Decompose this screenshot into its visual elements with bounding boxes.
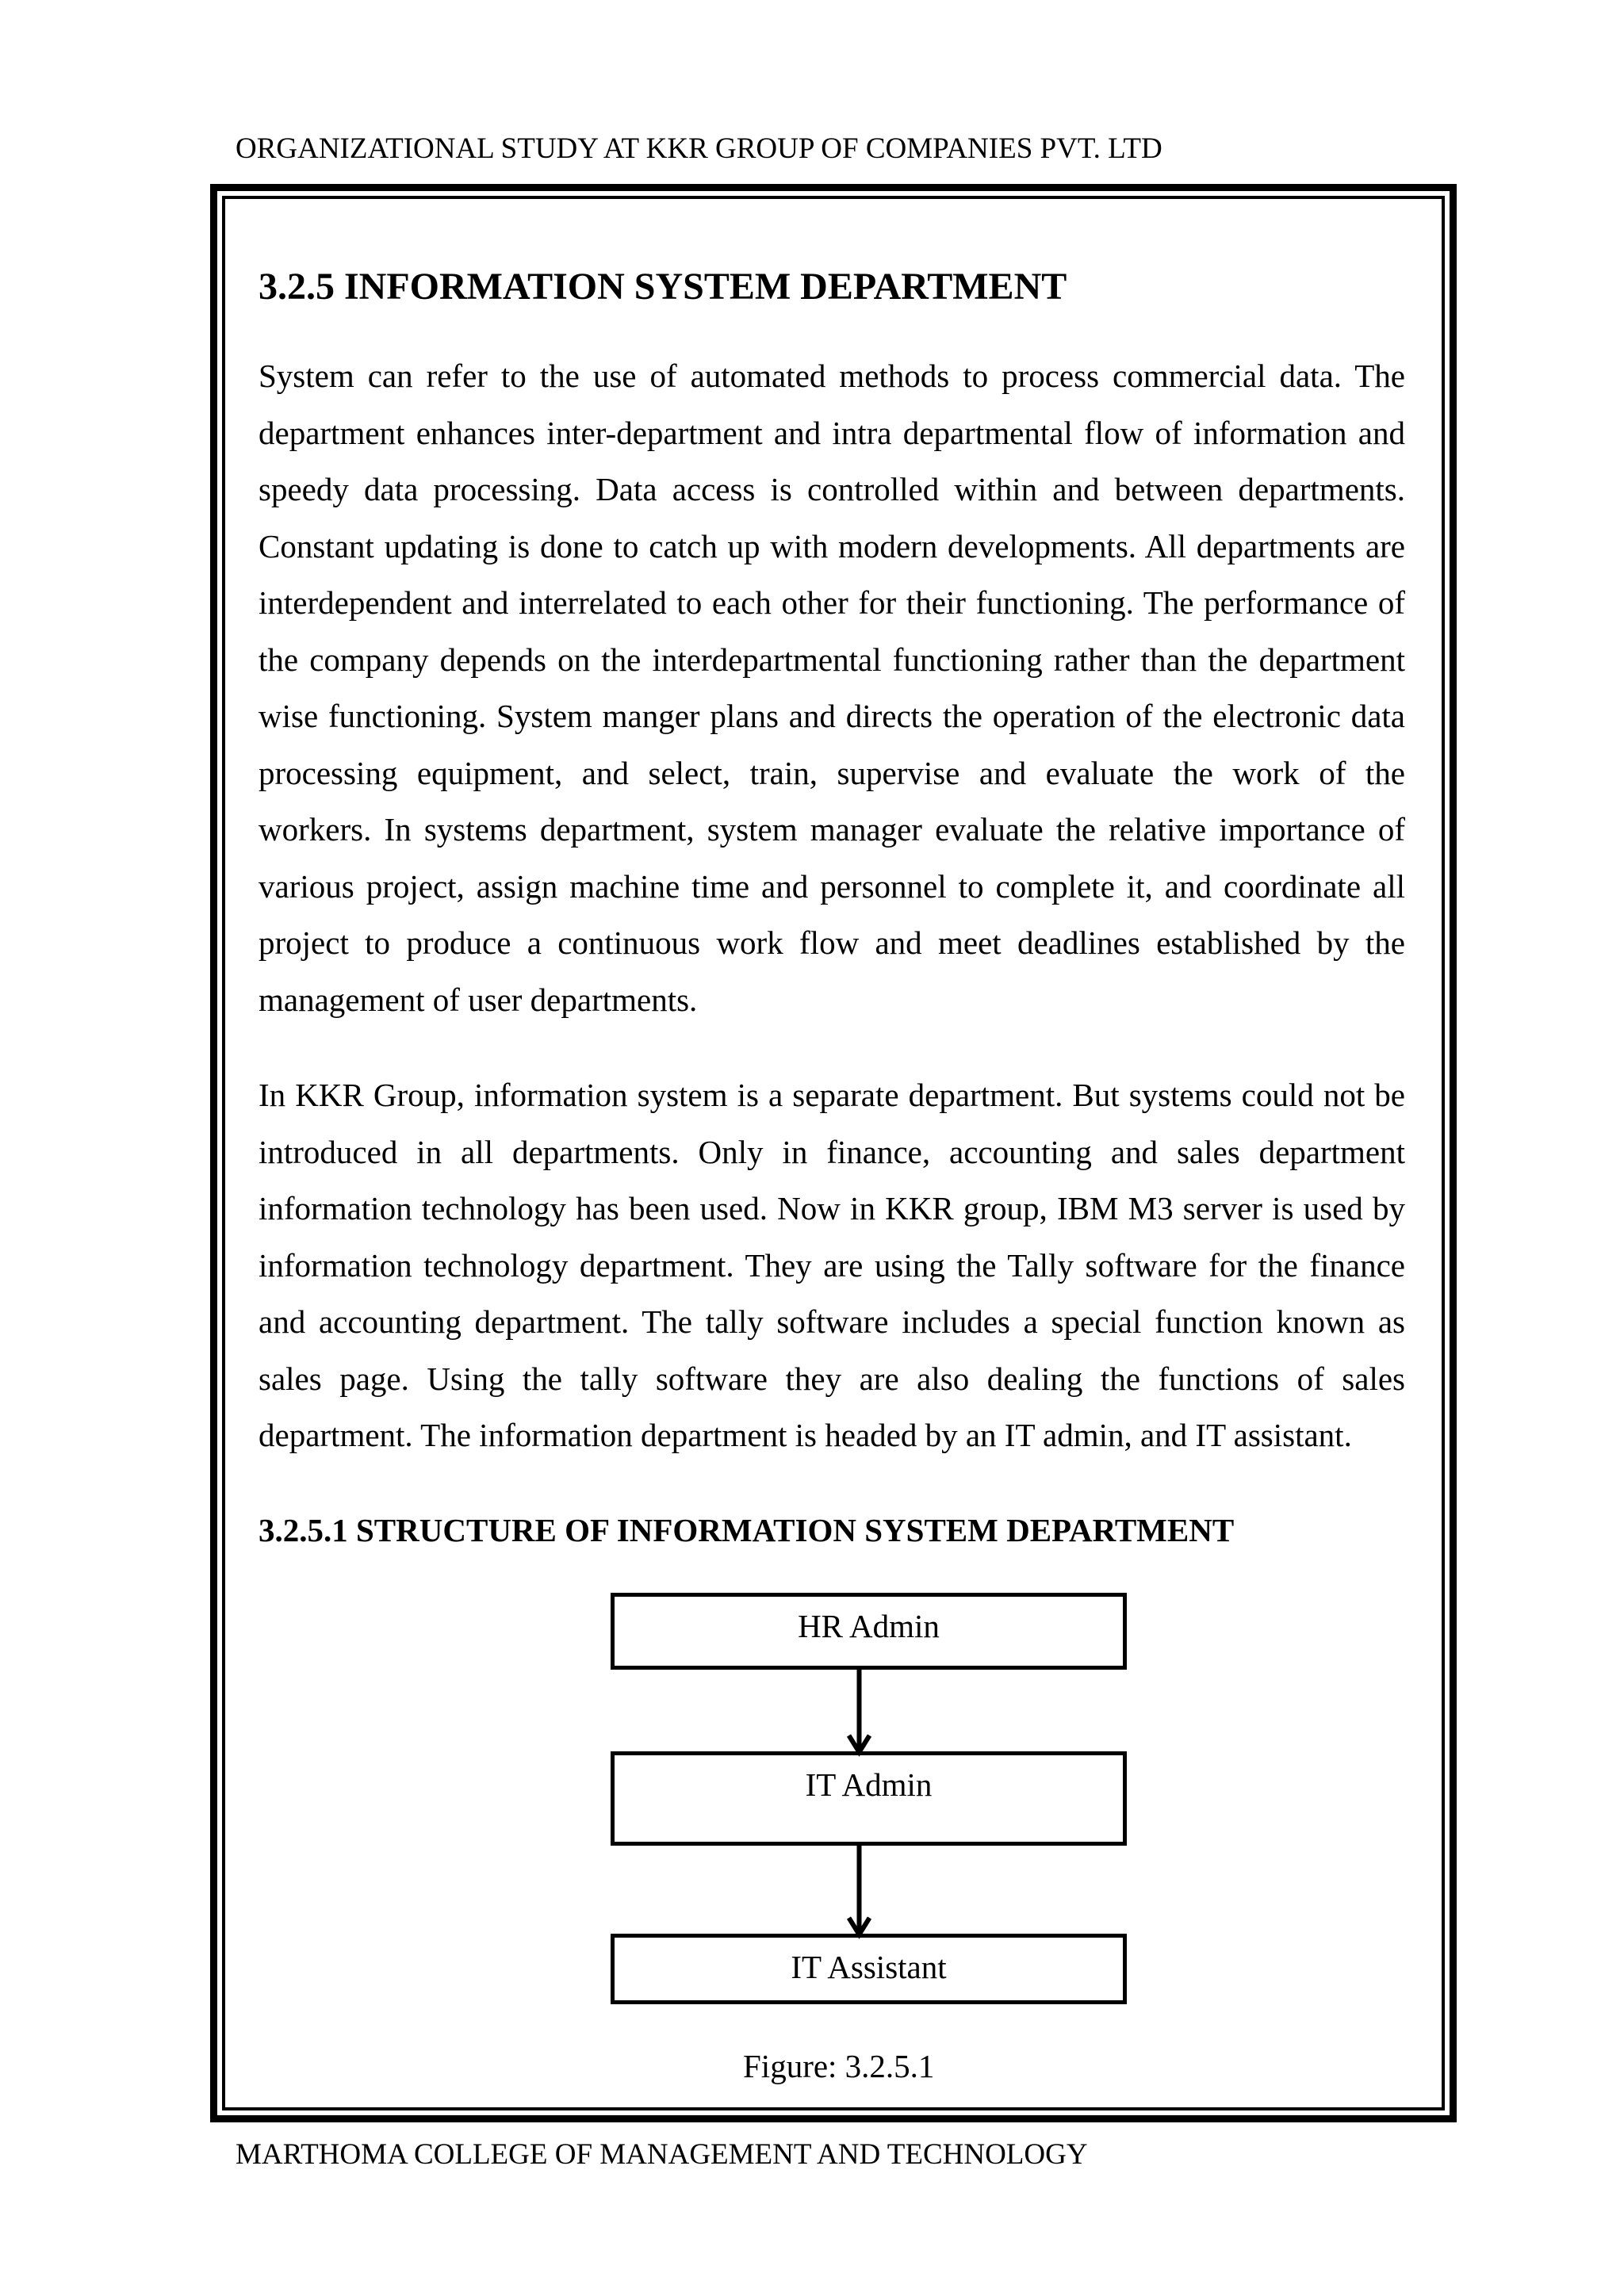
subsection-heading: 3.2.5.1 STRUCTURE OF INFORMATION SYSTEM DEPARTMENT [259,1512,1235,1548]
paragraph-line: information technology has been used. Now in KKR group, IBM M3 server is used by [259,1190,1405,1226]
paragraph-line: department enhances inter-department and intra departmental flow of information and [259,414,1405,451]
paragraph-line: project to produce a continuous work flow and meet deadlines established by the [259,924,1405,961]
paragraph-line: Constant updating is done to catch up with modern developments. All departments are [259,527,1405,564]
paragraph-line: processing equipment, and select, train, supervise and evaluate the work of the [259,754,1405,791]
org-node-it-assistant [611,1934,1127,2004]
running-footer: MARTHOMA COLLEGE OF MANAGEMENT AND TECHNOLOGY [236,2138,1088,2171]
paragraph-2 [259,1067,1405,1464]
org-node-label: IT Admin [805,1766,933,1803]
paragraph-line: various project, assign machine time and personnel to complete it, and coordinate all [259,867,1405,905]
paragraph-line: sales page. Using the tally software they are also dealing the functions of sales [259,1360,1405,1397]
paragraph-line: workers. In systems department, system manager evaluate the relative importance of [259,811,1405,848]
org-node-hr-admin [611,1593,1127,1670]
org-node-label: IT Assistant [791,1949,947,1985]
section-heading: 3.2.5 INFORMATION SYSTEM DEPARTMENT [259,266,1067,308]
paragraph-line: In KKR Group, information system is a separate department. But systems could not be [259,1077,1405,1113]
running-header: ORGANIZATIONAL STUDY AT KKR GROUP OF COMPANIES PVT. LTD [236,132,1162,165]
org-node-it-admin [611,1751,1127,1846]
paragraph-line: information technology department. They are using the Tally software for the finance [259,1246,1405,1284]
figure-caption: Figure: 3.2.5.1 [743,2048,935,2084]
paragraph-line: wise functioning. System manger plans and directs the operation of the electronic data [259,698,1405,734]
paragraph-1 [259,348,1405,1028]
paragraph-line: the company depends on the interdepartmental functioning rather than the department [259,641,1405,678]
paragraph-line: introduced in all departments. Only in finance, accounting and sales department [259,1133,1405,1170]
paragraph-line: speedy data processing. Data access is controlled within and between departments. [259,471,1405,507]
paragraph-line: and accounting department. The tally software includes a special function known as [259,1303,1405,1340]
paragraph-line: System can refer to the use of automated methods to process commercial data. The [259,358,1405,394]
paragraph-line: department. The information department is headed by an IT admin, and IT assistant. [259,1417,1352,1453]
org-node-label: HR Admin [798,1608,940,1644]
paragraph-line: interdependent and interrelated to each other for their functioning. The performance of [259,584,1405,621]
paragraph-line: management of user departments. [259,981,698,1018]
